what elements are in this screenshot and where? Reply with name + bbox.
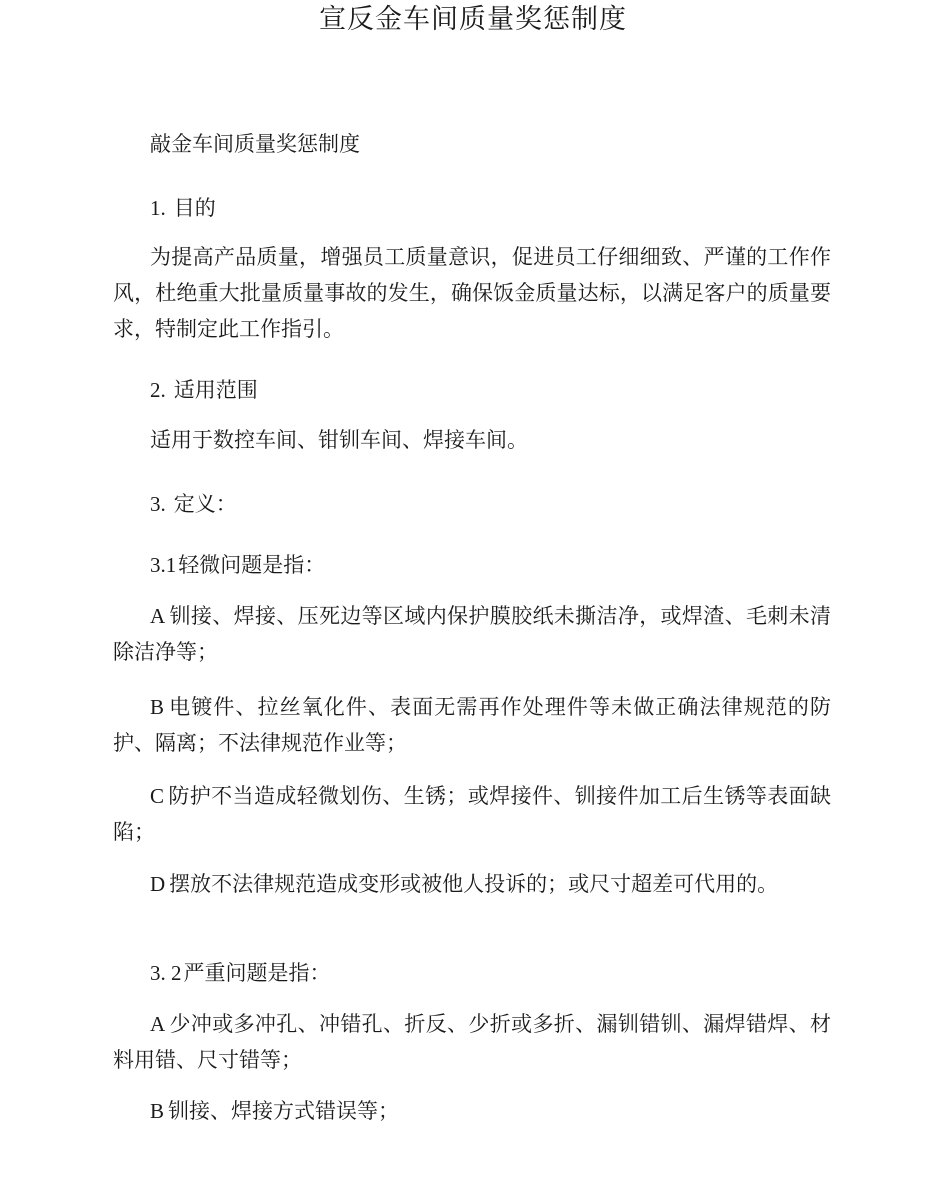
- item-text: 摆放不法律规范造成变形或被他人投诉的；或尺寸超差可代用的。: [169, 872, 779, 896]
- section-scope-heading: [150, 372, 258, 408]
- section-title: 适用范围: [173, 378, 258, 402]
- section-title: 轻微问题是指：: [178, 553, 326, 577]
- item-letter: A: [150, 1012, 166, 1036]
- section-definition-heading: [150, 486, 237, 522]
- section-number: 3.: [150, 492, 166, 516]
- minor-item-a: [113, 598, 831, 670]
- minor-item-d: [113, 866, 831, 902]
- section-number: 3.1: [150, 553, 177, 577]
- minor-item-c: [113, 778, 831, 850]
- purpose-paragraph: 为提高产品质量，增强员工质量意识，促进员工仔细细致、严谨的工作作风，杜绝重大批量质量事故的发生，确保饭金质量达标，以满足客户的质量要求，特制定此工作指引。: [113, 245, 831, 341]
- section-number: 1.: [150, 196, 166, 220]
- item-text: 防护不当造成轻微划伤、生锈；或焊接件、钏接件加工后生锈等表面缺陷；: [113, 784, 831, 844]
- section-title: 目的: [173, 196, 216, 220]
- serious-item-a: [113, 1006, 831, 1078]
- document-subtitle: 敲金车间质量奖惩制度: [150, 132, 360, 156]
- section-title: 严重问题是指：: [183, 961, 331, 985]
- section-number: 3. 2: [150, 961, 182, 985]
- minor-item-b: [113, 689, 831, 761]
- item-text: 钏接、焊接方式错误等；: [168, 1099, 400, 1123]
- item-letter: D: [150, 872, 166, 896]
- minor-issues-heading: [150, 547, 325, 583]
- item-text: 钏接、焊接、压死边等区域内保护膜胶纸未撕洁净，或焊渣、毛刺未清除洁净等；: [113, 604, 831, 664]
- item-letter: B: [150, 1099, 165, 1123]
- item-text: 电镀件、拉丝氧化件、表面无需再作处理件等未做正确法律规范的防护、隔离；不法律规范作业等；: [113, 695, 831, 755]
- item-text: 少冲或多冲孔、冲错孔、折反、少折或多折、漏钏错钏、漏焊错焊、材料用错、尺寸错等；: [113, 1012, 831, 1072]
- section-number: 2.: [150, 378, 166, 402]
- document-title: 宣反金车间质量奖惩制度: [319, 4, 627, 35]
- item-letter: B: [150, 695, 165, 719]
- item-letter: A: [150, 604, 166, 628]
- item-letter: C: [150, 784, 165, 808]
- section-title: 定义：: [173, 492, 237, 516]
- scope-paragraph: 适用于数控车间、钳钏车间、焊接车间。: [150, 428, 528, 452]
- section-purpose-heading: [150, 190, 216, 226]
- serious-issues-heading: [150, 955, 331, 991]
- serious-item-b: [113, 1093, 831, 1129]
